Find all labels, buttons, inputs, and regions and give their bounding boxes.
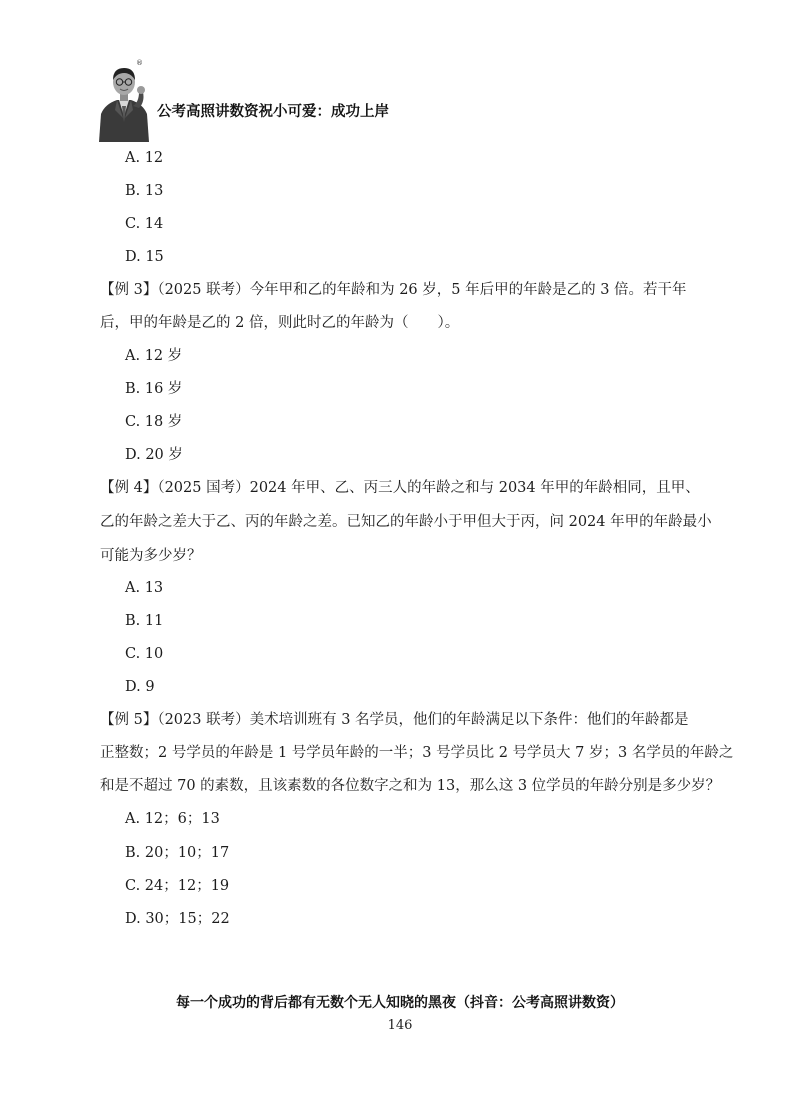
example-5-option-a: A. 12；6；13 <box>125 811 220 827</box>
example-5-stem-line-1: 【例 5】（2023 联考）美术培训班有 3 名学员，他们的年龄满足以下条件：他们的年龄都是 <box>100 712 689 728</box>
example-3-option-c: C. 18 岁 <box>125 414 183 430</box>
avatar <box>95 62 153 142</box>
option-b: B. 13 <box>125 183 164 199</box>
presenter-photo-icon <box>95 62 153 142</box>
example-5-option-c: C. 24；12；19 <box>125 878 230 894</box>
option-d: D. 15 <box>125 249 164 265</box>
example-5-stem-line-2: 正整数；2 号学员的年龄是 1 号学员年龄的一半；3 号学员比 2 号学员大 7 岁；3 名学员的年龄之 <box>100 745 734 761</box>
example-4-stem-line-1: 【例 4】（2025 国考）2024 年甲、乙、丙三人的年龄之和与 2034 年甲的年龄相同，且甲、 <box>100 480 700 496</box>
example-4-option-b: B. 11 <box>125 613 164 629</box>
option-c: C. 14 <box>125 216 164 232</box>
option-a: A. 12 <box>125 150 164 166</box>
example-3-stem-line-1: 【例 3】（2025 联考）今年甲和乙的年龄和为 26 岁，5 年后甲的年龄是乙的 3 倍。若干年 <box>100 282 687 298</box>
page-header <box>95 59 515 142</box>
example-4-option-a: A. 13 <box>125 580 164 596</box>
example-5-option-b: B. 20；10；17 <box>125 845 230 861</box>
example-4-stem-line-3: 可能为多少岁？ <box>100 548 202 564</box>
example-5-option-d: D. 30；15；22 <box>125 911 230 927</box>
example-3-stem-line-2: 后，甲的年龄是乙的 2 倍，则此时乙的年龄为（ ）。 <box>100 315 460 331</box>
example-4-stem-line-2: 乙的年龄之差大于乙、丙的年龄之差。已知乙的年龄小于甲但大于丙，问 2024 年甲的年龄最小 <box>100 514 712 530</box>
registered-mark: ® <box>136 59 143 67</box>
header-slogan: 公考高照讲数资祝小可爱：成功上岸 <box>157 104 389 120</box>
example-4-option-c: C. 10 <box>125 646 164 662</box>
example-3-option-a: A. 12 岁 <box>125 348 183 364</box>
example-4-option-d: D. 9 <box>125 679 155 695</box>
footer-slogan: 每一个成功的背后都有无数个无人知晓的黑夜（抖音：公考高照讲数资） <box>176 995 624 1011</box>
example-3-option-b: B. 16 岁 <box>125 381 183 397</box>
example-5-stem-line-3: 和是不超过 70 的素数，且该素数的各位数字之和为 13，那么这 3 位学员的年龄分别是多少岁？ <box>100 778 721 794</box>
page-number: 146 <box>387 1018 413 1033</box>
example-3-option-d: D. 20 岁 <box>125 447 183 463</box>
